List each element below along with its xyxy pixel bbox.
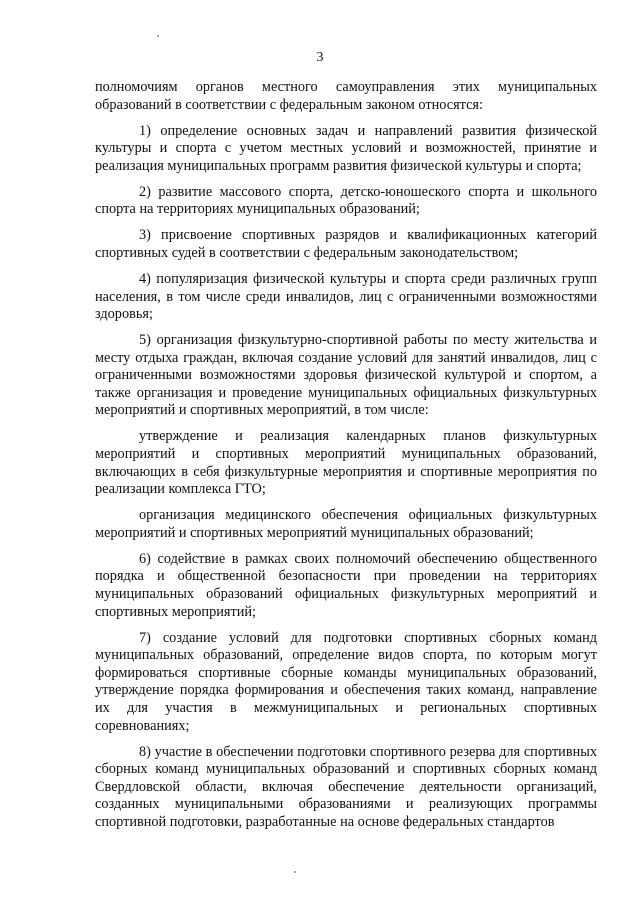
paragraph-item-7: 7) создание условий для подготовки спортивных сборных команд муниципальных образований, определение видов спорта, по которым могут формироваться спортивные сборные команды муниципальных образований, утверждение порядка формирования и обеспечения таких команд, направление их для участия в межмуниципальных и региональных спортивных соревнованиях; [95,629,597,734]
scan-speck-bottom [294,871,296,873]
paragraph-subitem-medical: организация медицинского обеспечения официальных физкультурных мероприятий и спортивных мероприятий муниципальных образований; [95,507,597,541]
paragraph-item-1: 1) определение основных задач и направлений развития физической культуры и спорта с учетом местных условий и возможностей, принятие и реализация муниципальных программ развития физической культуры и спорта; [95,122,597,174]
page-number: 3 [316,50,324,65]
paragraph-item-5: 5) организация физкультурно-спортивной работы по месту жительства и месту отдыха граждан, включая создание условий для занятий инвалидов, лиц с ограниченными возможностями здоровья физической культурой и спортом, а также организация и проведение муниципальных официальных физкультурных мероприятий и спортивных мероприятий, в том числе: [95,332,597,419]
paragraph-item-3: 3) присвоение спортивных разрядов и квалификационных категорий спортивных судей в соответствии с федеральным законодательством; [95,227,597,261]
paragraph-item-6: 6) содействие в рамках своих полномочий обеспечению общественного порядка и общественной безопасности при проведении на территориях муниципальных образований официальных физкультурных мероприятий и спортивных мероприятий; [95,550,597,620]
paragraph-subitem-calendar: утверждение и реализация календарных планов физкультурных мероприятий и спортивных мероприятий муниципальных образований, включающих в себя физкультурные мероприятия и спортивные мероприятия по реализации комплекса ГТО; [95,428,597,498]
paragraph-item-4: 4) популяризация физической культуры и спорта среди различных групп населения, в том числе среди инвалидов, лиц с ограниченными возможностями здоровья; [95,270,597,323]
paragraph-item-8: 8) участие в обеспечении подготовки спортивного резерва для спортивных сборных команд муниципальных образований и спортивных сборных команд Свердловской области, включая обеспечение деятельности организаций, созданных муниципальными образованиями и реализующих программы спортивной подготовки, разработанные на основе федеральных стандартов [95,743,597,830]
paragraph-item-2: 2) развитие массового спорта, детско-юношеского спорта и школьного спорта на территориях муниципальных образований; [95,183,597,218]
document-body [95,79,597,840]
scan-speck-top [157,35,159,37]
paragraph-intro: полномочиям органов местного самоуправления этих муниципальных образований в соответствии с федеральным законом относятся: [95,79,597,113]
